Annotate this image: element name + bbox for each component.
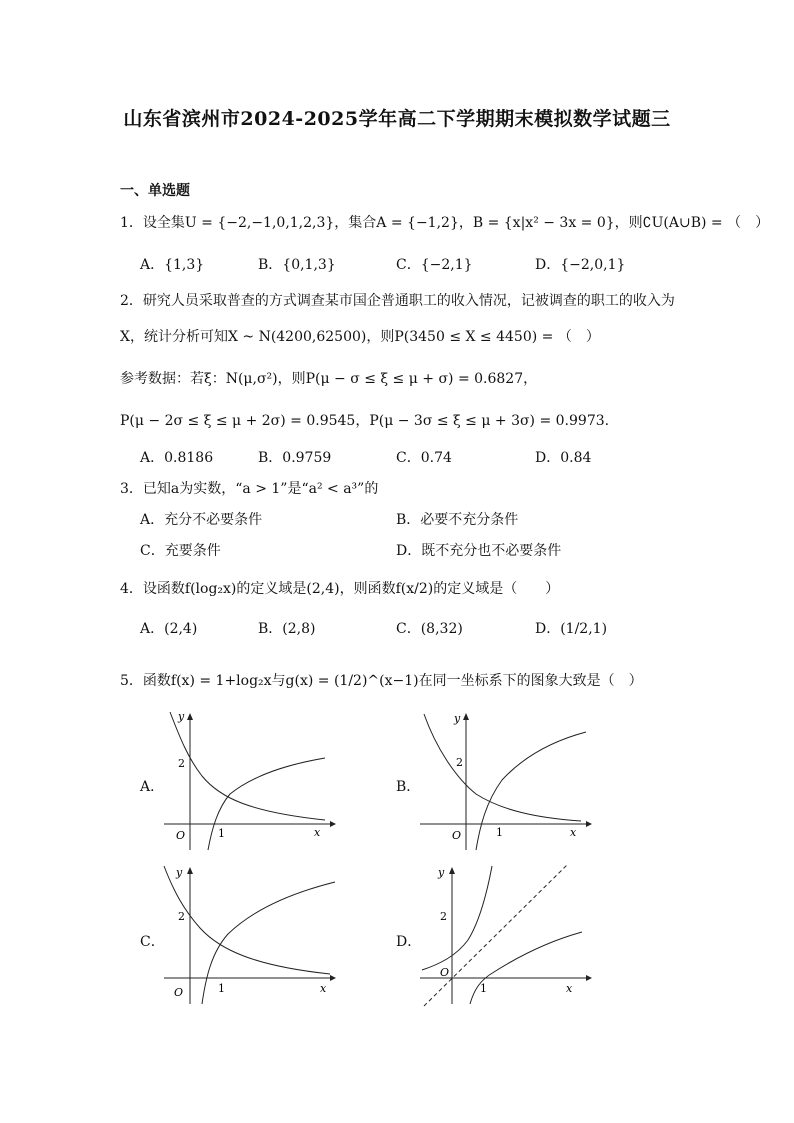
y-axis-label: y — [438, 866, 445, 879]
y-axis-arrow — [449, 867, 455, 874]
x-axis-arrow — [586, 821, 592, 827]
q5-option-b-label: B． — [396, 779, 421, 795]
graph-option-b — [416, 708, 596, 856]
curve-g — [422, 866, 492, 970]
x-tick-label: 1 — [480, 982, 487, 995]
question-2-ref-1: 参考数据：若ξ：N(μ,σ²)，则P(μ − σ ≤ ξ ≤ μ + σ) = 0.6827， — [120, 371, 538, 387]
y-axis-label: y — [178, 710, 185, 723]
q1-option-a: A．{1,3} — [140, 257, 205, 273]
y-axis-label: y — [176, 866, 183, 879]
x-tick-label: 1 — [218, 982, 225, 995]
question-1-text: 1．设全集U = {−2,−1,0,1,2,3}，集合A = {−1,2}，B = {x|x² − 3x = 0}，则∁U(A∪B) = （ ） — [120, 215, 770, 231]
y-axis-arrow — [463, 713, 469, 720]
q3-option-a: A．充分不必要条件 — [140, 512, 263, 528]
x-axis-arrow — [586, 975, 592, 981]
q1-option-d: D．{−2,0,1} — [535, 257, 626, 273]
q2-option-d: D．0.84 — [535, 450, 592, 466]
y-tick-label: 2 — [178, 910, 185, 923]
curve-g — [424, 714, 581, 821]
q3-option-b: B．必要不充分条件 — [396, 512, 519, 528]
q5-option-a-label: A． — [140, 779, 165, 795]
line-y-equals-x — [424, 864, 568, 1006]
x-axis-label: x — [320, 982, 327, 995]
origin-label: O — [452, 829, 462, 842]
curve-f — [208, 758, 325, 850]
curve-g — [164, 866, 330, 974]
x-tick-label: 1 — [496, 826, 503, 839]
y-axis-arrow — [187, 713, 193, 720]
x-tick-label: 1 — [218, 827, 225, 840]
q4-option-c: C．(8,32) — [396, 621, 463, 637]
q1-option-c: C．{−2,1} — [396, 257, 473, 273]
q2-option-c: C．0.74 — [396, 450, 452, 466]
q5-option-d-label: D． — [396, 934, 422, 950]
q4-option-b: B．(2,8) — [258, 621, 316, 637]
x-axis-label: x — [570, 826, 577, 839]
x-axis-label: x — [314, 826, 321, 839]
question-2-line-2: X，统计分析可知X ~ N(4200,62500)，则P(3450 ≤ X ≤ 4450) = （ ） — [120, 329, 600, 345]
q2-option-a: A．0.8186 — [140, 450, 214, 466]
section-heading: 一、单选题 — [120, 183, 190, 199]
y-tick-label: 2 — [178, 757, 185, 770]
question-5-text: 5．函数f(x) = 1+log₂x与g(x) = (1/2)^(x−1)在同一坐标系下的图象大致是（ ） — [120, 673, 643, 689]
graph-option-c — [160, 862, 340, 1010]
graph-option-a — [160, 708, 340, 856]
x-axis-arrow — [330, 975, 336, 981]
q3-option-c: C．充要条件 — [140, 543, 221, 559]
graph-option-d — [416, 862, 596, 1010]
q2-option-b: B．0.9759 — [258, 450, 332, 466]
y-axis-arrow — [187, 867, 193, 874]
curve-g — [170, 712, 325, 820]
origin-label: O — [174, 986, 184, 999]
q3-option-d: D．既不充分也不必要条件 — [396, 543, 562, 559]
y-tick-label: 2 — [440, 910, 447, 923]
x-axis-arrow — [330, 821, 336, 827]
page-title: 山东省滨州市2024-2025学年高二下学期期末模拟数学试题三 — [123, 108, 671, 130]
question-3-text: 3．已知a为实数，“a > 1”是“a² < a³”的 — [120, 481, 379, 497]
q4-option-a: A．(2,4) — [140, 621, 198, 637]
origin-label: O — [176, 829, 186, 842]
question-2-ref-2: P(μ − 2σ ≤ ξ ≤ μ + 2σ) = 0.9545，P(μ − 3σ ≤ ξ ≤ μ + 3σ) = 0.9973. — [120, 413, 610, 429]
q1-option-b: B．{0,1,3} — [258, 257, 336, 273]
x-axis-label: x — [566, 982, 573, 995]
q4-option-d: D．(1/2,1) — [535, 621, 608, 637]
y-axis-label: y — [454, 712, 461, 725]
question-4-text: 4．设函数f(log₂x)的定义域是(2,4)，则函数f(x/2)的定义域是（ ） — [120, 581, 560, 597]
q5-option-c-label: C． — [140, 934, 165, 950]
y-tick-label: 2 — [456, 756, 463, 769]
origin-label: O — [440, 966, 450, 979]
question-2-line-1: 2．研究人员采取普查的方式调查某市国企普通职工的收入情况，记被调查的职工的收入为 — [120, 293, 675, 309]
